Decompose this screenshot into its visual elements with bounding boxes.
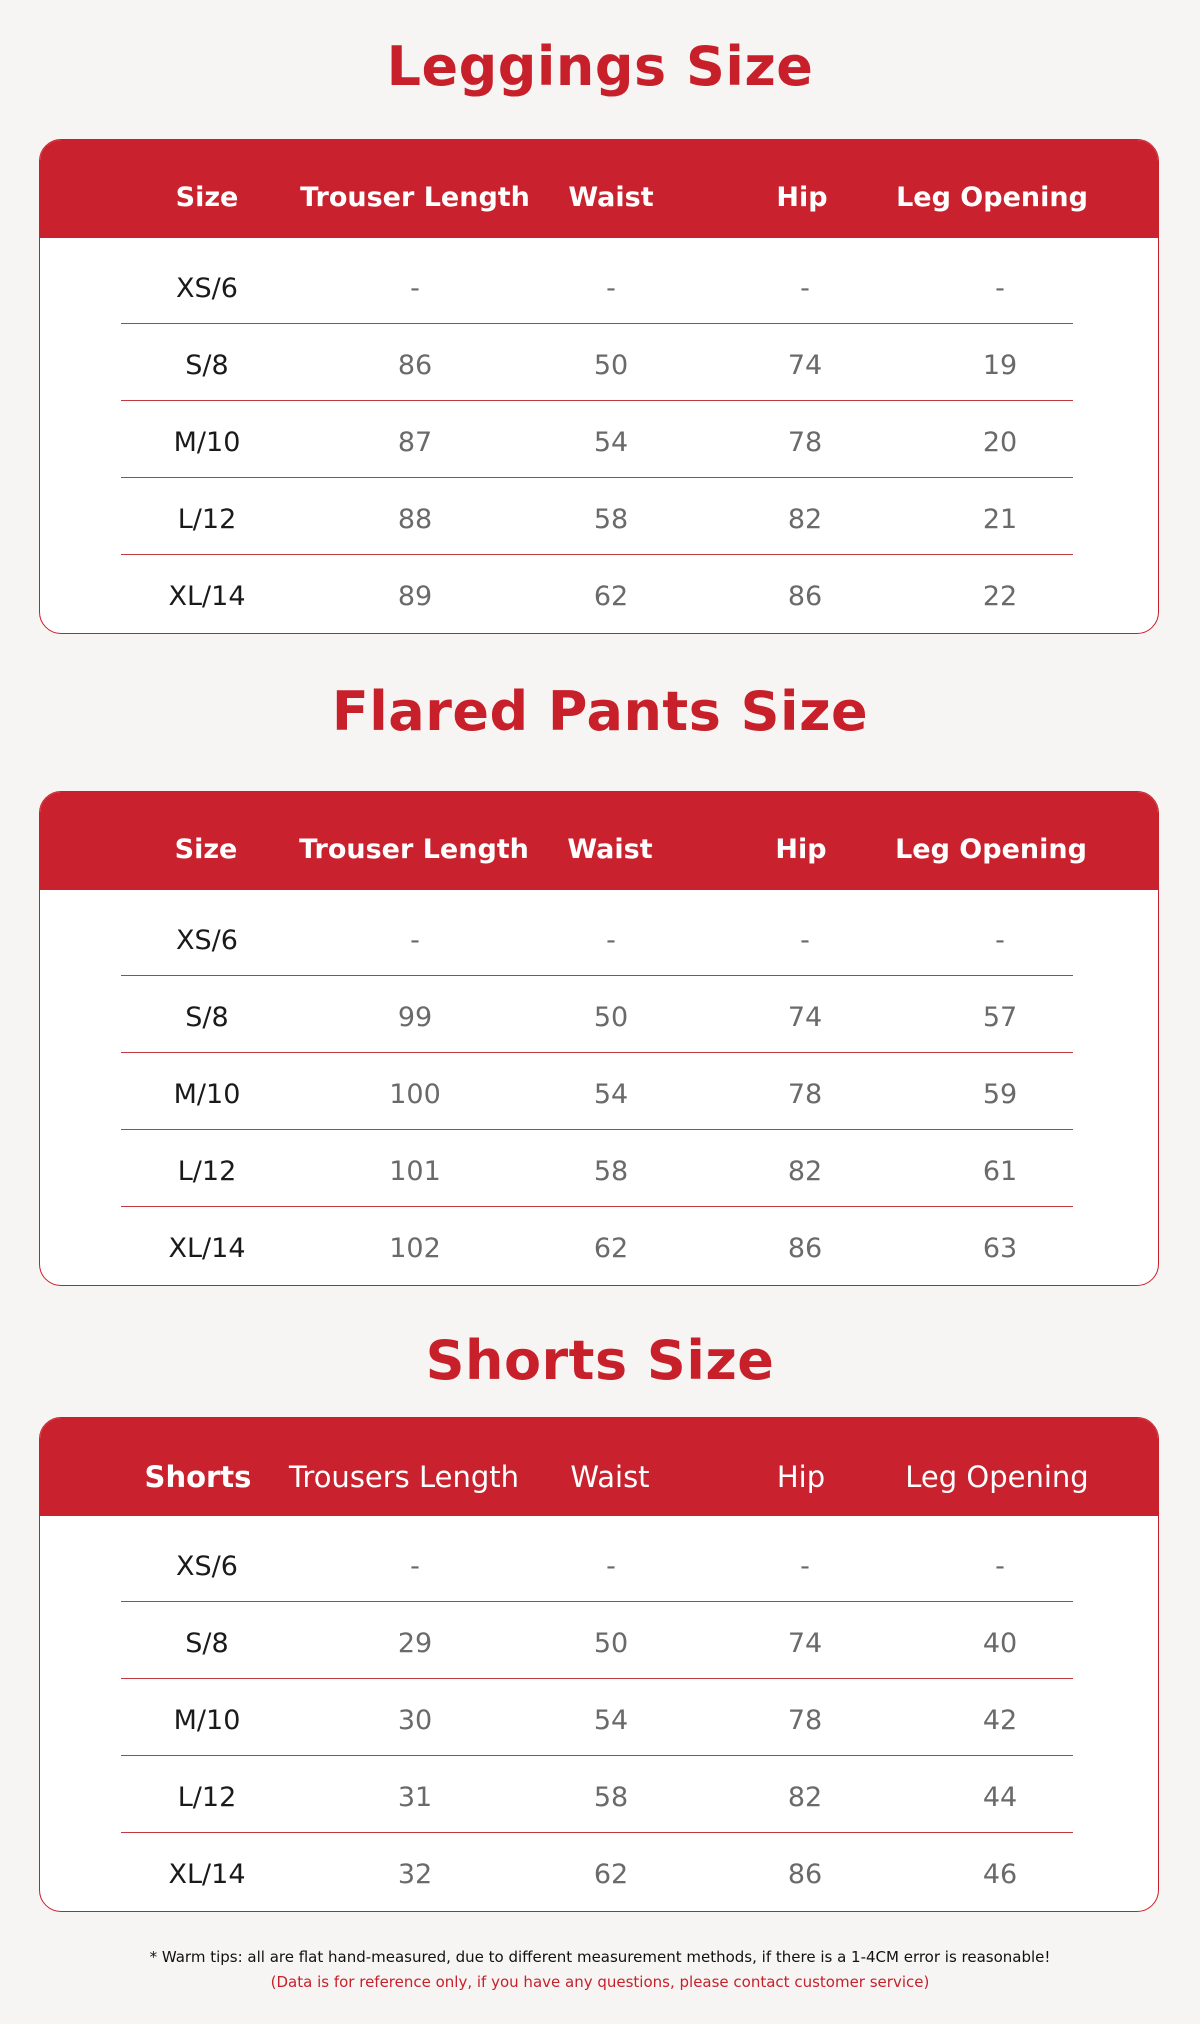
size-cell: XL/14 (168, 581, 246, 612)
warm-tips-note: * Warm tips: all are flat hand-measured, due to different measurement methods, if there is a 1-4CM error is reasonable! (149, 1948, 1051, 1966)
value-cell: 86 (787, 581, 823, 612)
reference-note: (Data is for reference only, if you have any questions, please contact customer service) (270, 1973, 930, 1991)
value-cell: - (800, 273, 810, 304)
section-title-shorts: Shorts Size (425, 1329, 775, 1392)
value-cell: 58 (593, 504, 629, 535)
value-cell: 78 (787, 1705, 823, 1736)
value-cell: - (995, 273, 1005, 304)
value-cell: 21 (982, 504, 1018, 535)
size-cell: XS/6 (176, 273, 238, 304)
table-row (121, 900, 1073, 976)
value-cell: 62 (593, 1859, 629, 1890)
value-cell: 102 (389, 1233, 441, 1264)
size-table-shorts (39, 1417, 1159, 1912)
table-row (121, 248, 1073, 324)
value-cell: 78 (787, 1079, 823, 1110)
value-cell: 31 (397, 1782, 433, 1813)
header-hip: Hip (776, 182, 828, 213)
value-cell: 86 (787, 1233, 823, 1264)
header-shorts: Shorts (144, 1460, 252, 1494)
header-hip: Hip (776, 1460, 826, 1494)
size-cell: XL/14 (168, 1233, 246, 1264)
value-cell: 58 (593, 1156, 629, 1187)
table-row (121, 1680, 1073, 1756)
value-cell: 61 (982, 1156, 1018, 1187)
value-cell: 63 (982, 1233, 1018, 1264)
value-cell: 40 (982, 1628, 1018, 1659)
size-cell: XS/6 (176, 1551, 238, 1582)
header-waist: Waist (568, 182, 654, 213)
value-cell: 59 (982, 1079, 1018, 1110)
header-size: Size (175, 182, 239, 213)
size-cell: S/8 (185, 350, 229, 381)
value-cell: 86 (787, 1859, 823, 1890)
value-cell: 74 (787, 1002, 823, 1033)
header-size: Size (174, 834, 238, 865)
value-cell: - (606, 273, 616, 304)
table-row (121, 1603, 1073, 1679)
value-cell: 74 (787, 350, 823, 381)
size-table-leggings (39, 139, 1159, 634)
value-cell: 32 (397, 1859, 433, 1890)
size-cell: XS/6 (176, 925, 238, 956)
table-header (40, 140, 1158, 238)
value-cell: 86 (397, 350, 433, 381)
size-cell: S/8 (185, 1628, 229, 1659)
table-row (121, 1757, 1073, 1833)
value-cell: 29 (397, 1628, 433, 1659)
value-cell: 89 (397, 581, 433, 612)
header-hip: Hip (775, 834, 827, 865)
value-cell: - (995, 925, 1005, 956)
size-cell: M/10 (173, 427, 241, 458)
size-cell: L/12 (177, 1782, 237, 1813)
size-cell: S/8 (185, 1002, 229, 1033)
header-leg-opening: Leg Opening (895, 834, 1087, 865)
value-cell: 54 (593, 427, 629, 458)
size-cell: L/12 (177, 1156, 237, 1187)
value-cell: 50 (593, 1002, 629, 1033)
value-cell: 54 (593, 1079, 629, 1110)
value-cell: 20 (982, 427, 1018, 458)
size-cell: XL/14 (168, 1859, 246, 1890)
value-cell: 82 (787, 504, 823, 535)
table-row (121, 556, 1073, 631)
value-cell: - (410, 273, 420, 304)
size-cell: M/10 (173, 1079, 241, 1110)
value-cell: 62 (593, 1233, 629, 1264)
header-trousers-length: Trousers Length (288, 1460, 520, 1494)
header-leg-opening: Leg Opening (905, 1460, 1089, 1494)
size-cell: L/12 (177, 504, 237, 535)
value-cell: 54 (593, 1705, 629, 1736)
section-title-flared-pants: Flared Pants Size (331, 680, 869, 743)
value-cell: 22 (982, 581, 1018, 612)
value-cell: 19 (982, 350, 1018, 381)
table-row (121, 1131, 1073, 1207)
header-trouser-length: Trouser Length (299, 834, 529, 865)
value-cell: 82 (787, 1156, 823, 1187)
table-row (121, 1526, 1073, 1602)
value-cell: 30 (397, 1705, 433, 1736)
table-header (40, 1418, 1158, 1516)
value-cell: 99 (397, 1002, 433, 1033)
value-cell: - (606, 1551, 616, 1582)
value-cell: 78 (787, 427, 823, 458)
table-row (121, 977, 1073, 1053)
value-cell: 101 (389, 1156, 441, 1187)
table-row (121, 1054, 1073, 1130)
value-cell: - (800, 925, 810, 956)
value-cell: - (800, 1551, 810, 1582)
table-row (121, 479, 1073, 555)
value-cell: 82 (787, 1782, 823, 1813)
value-cell: 58 (593, 1782, 629, 1813)
table-row (121, 325, 1073, 401)
value-cell: - (995, 1551, 1005, 1582)
value-cell: - (410, 925, 420, 956)
header-trouser-length: Trouser Length (300, 182, 530, 213)
section-title-leggings: Leggings Size (386, 35, 814, 98)
value-cell: 88 (397, 504, 433, 535)
header-waist: Waist (570, 1460, 650, 1494)
value-cell: 57 (982, 1002, 1018, 1033)
value-cell: 44 (982, 1782, 1018, 1813)
size-table-flared-pants (39, 791, 1159, 1286)
value-cell: 46 (982, 1859, 1018, 1890)
value-cell: 62 (593, 581, 629, 612)
value-cell: - (410, 1551, 420, 1582)
value-cell: 100 (389, 1079, 441, 1110)
table-row (121, 402, 1073, 478)
table-row (121, 1834, 1073, 1909)
table-row (121, 1208, 1073, 1283)
size-cell: M/10 (173, 1705, 241, 1736)
value-cell: 74 (787, 1628, 823, 1659)
value-cell: 87 (397, 427, 433, 458)
header-waist: Waist (567, 834, 653, 865)
header-leg-opening: Leg Opening (896, 182, 1088, 213)
table-header (40, 792, 1158, 890)
value-cell: 42 (982, 1705, 1018, 1736)
value-cell: 50 (593, 1628, 629, 1659)
value-cell: - (606, 925, 616, 956)
value-cell: 50 (593, 350, 629, 381)
